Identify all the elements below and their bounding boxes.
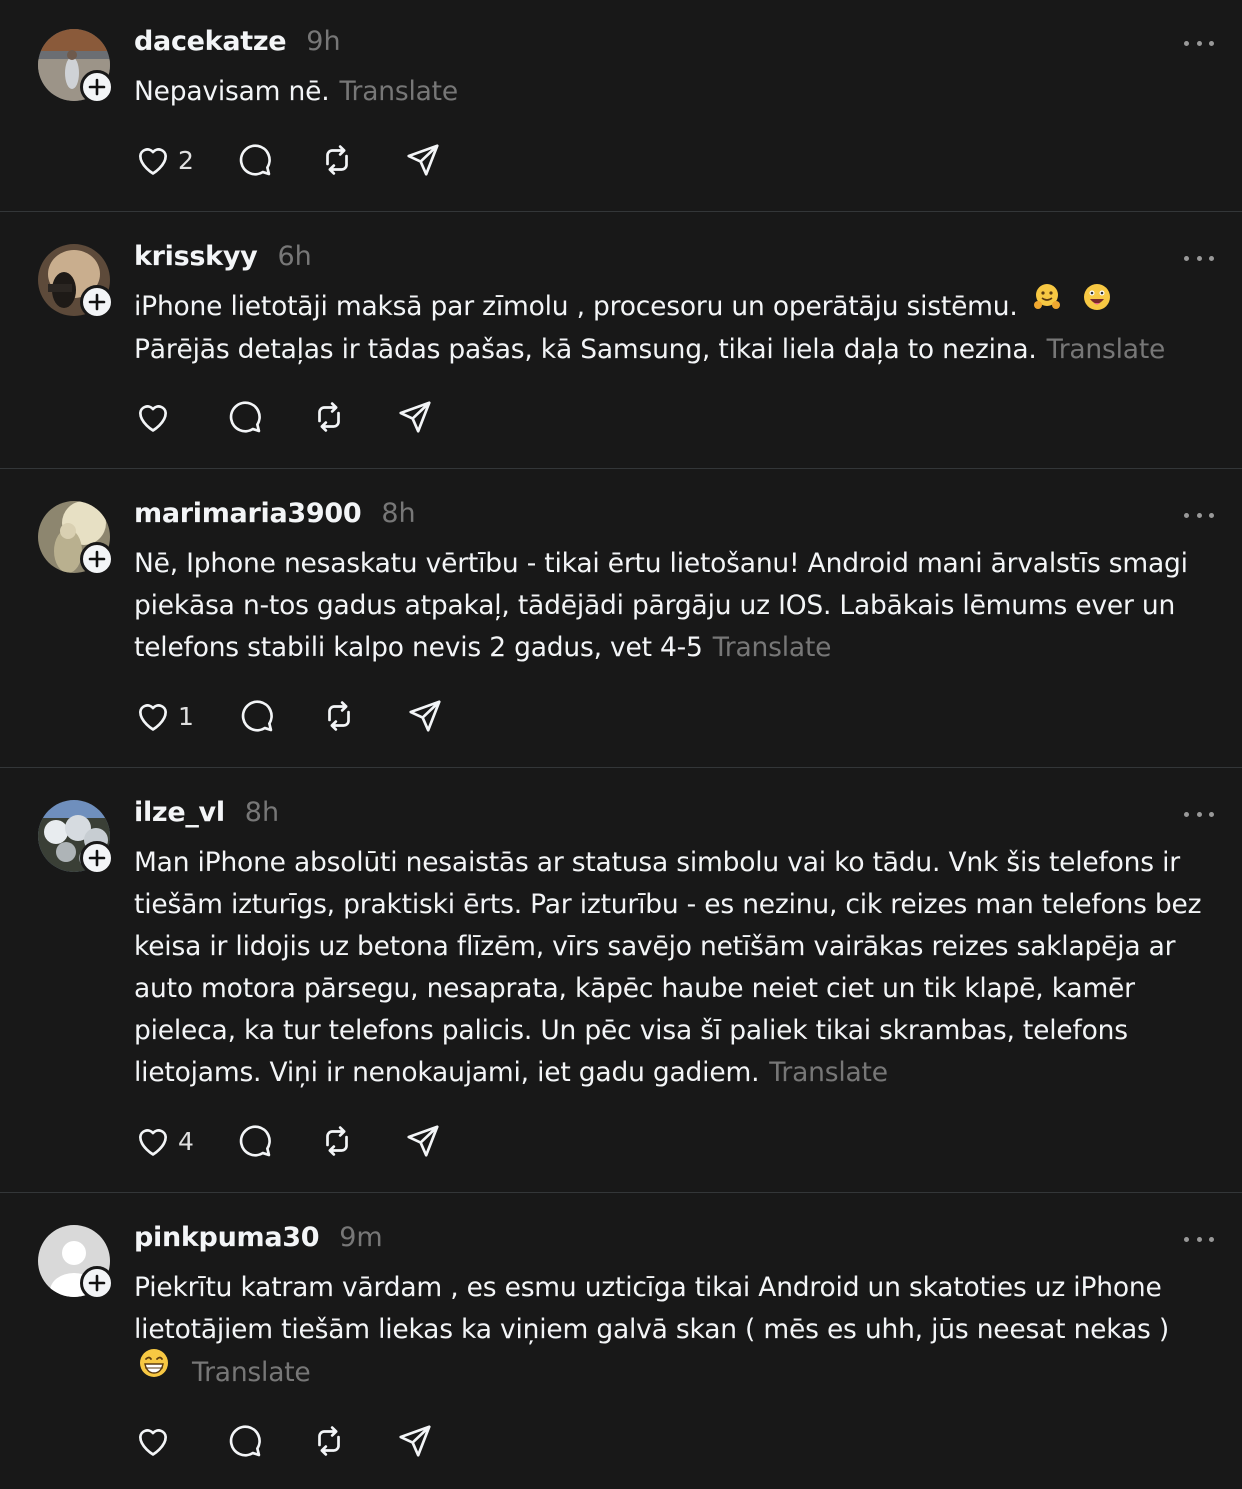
like-count: 2 bbox=[178, 145, 194, 175]
post-body: Man iPhone absolūti nesaistās ar statusa simbolu vai ko tādu. Vnk šis telefons ir tiešām izturīgs, praktiski ērts. Par izturību - es nezinu, cik reizes man telefons bez keisa ir lidojis uz betona flīzēm, vīrs savējo netīšām vairākas reizes saklapēja ar auto motora pārsegu, nesaprata, kāpēc haube neiet ciet un tik klapē, kamēr pieleca, ka tur telefons palicis. Un pēc visa šī paliek tikai skrambas, telefons lietojams. Viņi ir nenokaujami, iet gadu gadiem. bbox=[134, 847, 1202, 1088]
beaming-face-emoji bbox=[138, 1347, 170, 1392]
post-body: Nepavisam nē. bbox=[134, 76, 330, 107]
follow-plus-icon bbox=[88, 293, 106, 311]
like-count: 4 bbox=[178, 1126, 194, 1156]
follow-button[interactable] bbox=[80, 1266, 114, 1300]
repost-button[interactable] bbox=[318, 1122, 356, 1160]
repost-button[interactable] bbox=[320, 697, 358, 735]
comment-icon bbox=[236, 1122, 274, 1160]
comment-button[interactable] bbox=[226, 398, 264, 436]
translate-link[interactable]: Translate bbox=[712, 632, 832, 663]
follow-button[interactable] bbox=[80, 70, 114, 104]
share-button[interactable] bbox=[396, 398, 434, 436]
more-icon[interactable] bbox=[1184, 511, 1214, 519]
heart-icon bbox=[134, 697, 172, 735]
comment-icon bbox=[226, 1422, 264, 1460]
follow-plus-icon bbox=[88, 78, 106, 96]
comment-button[interactable] bbox=[226, 1422, 264, 1460]
username[interactable]: ilze_vl bbox=[134, 797, 225, 828]
repost-icon bbox=[310, 398, 348, 436]
timestamp[interactable]: 9m bbox=[339, 1222, 383, 1253]
translate-link[interactable]: Translate bbox=[1046, 334, 1166, 365]
share-icon bbox=[396, 1422, 434, 1460]
username[interactable]: pinkpuma30 bbox=[134, 1222, 320, 1253]
heart-icon bbox=[134, 141, 172, 179]
repost-button[interactable] bbox=[310, 1422, 348, 1460]
post-body: Nē, Iphone nesaskatu vērtību - tikai ērtu lietošanu! Android mani ārvalstīs smagi piekāsa n-tos gadus atpakaļ, tādējādi pārgāju uz IOS. Labākais lēmums ever un telefons stabili kalpo nevis 2 gadus, vet 4-5 bbox=[134, 548, 1188, 663]
repost-icon bbox=[318, 141, 356, 179]
follow-button[interactable] bbox=[80, 542, 114, 576]
translate-link[interactable]: Translate bbox=[769, 1057, 888, 1088]
share-button[interactable] bbox=[406, 697, 444, 735]
follow-button[interactable] bbox=[80, 841, 114, 875]
comment-button[interactable] bbox=[238, 697, 276, 735]
comment-button[interactable] bbox=[236, 1122, 274, 1160]
share-icon bbox=[404, 1122, 442, 1160]
repost-icon bbox=[310, 1422, 348, 1460]
like-button[interactable] bbox=[134, 1122, 194, 1160]
like-button[interactable] bbox=[134, 1422, 178, 1460]
heart-icon bbox=[134, 1122, 172, 1160]
repost-icon bbox=[320, 697, 358, 735]
share-icon bbox=[406, 697, 444, 735]
like-button[interactable] bbox=[134, 697, 194, 735]
post-body: iPhone lietotāji maksā par zīmolu , procesoru un operātāju sistēmu. bbox=[134, 291, 1018, 322]
username[interactable]: dacekatze bbox=[134, 26, 287, 57]
more-icon[interactable] bbox=[1184, 810, 1214, 818]
divider bbox=[0, 767, 1242, 768]
username[interactable]: krisskyy bbox=[134, 241, 258, 272]
post-text bbox=[134, 543, 1219, 669]
follow-plus-icon bbox=[88, 849, 106, 867]
translate-link[interactable]: Translate bbox=[339, 76, 458, 107]
like-button[interactable] bbox=[134, 398, 178, 436]
post-text bbox=[134, 842, 1219, 1094]
post-body-continued: Pārējās detaļas ir tādas pašas, kā Samsung, tikai liela daļa to nezina. bbox=[134, 334, 1037, 365]
more-icon[interactable] bbox=[1184, 254, 1214, 262]
timestamp[interactable]: 8h bbox=[381, 498, 416, 529]
comment-button[interactable] bbox=[236, 141, 274, 179]
divider bbox=[0, 211, 1242, 212]
timestamp[interactable]: 8h bbox=[244, 797, 280, 828]
share-button[interactable] bbox=[396, 1422, 434, 1460]
share-icon bbox=[404, 141, 442, 179]
divider bbox=[0, 1192, 1242, 1193]
hugging-face-emoji bbox=[1032, 282, 1062, 325]
follow-plus-icon bbox=[88, 550, 106, 568]
heart-icon bbox=[134, 1422, 172, 1460]
heart-icon bbox=[134, 398, 172, 436]
like-count: 1 bbox=[178, 701, 194, 731]
repost-button[interactable] bbox=[318, 141, 356, 179]
more-icon[interactable] bbox=[1184, 39, 1214, 47]
timestamp[interactable]: 9h bbox=[306, 26, 341, 57]
comment-icon bbox=[236, 141, 274, 179]
post-text bbox=[134, 71, 1219, 113]
post-text bbox=[134, 286, 1219, 371]
repost-icon bbox=[318, 1122, 356, 1160]
follow-plus-icon bbox=[88, 1274, 106, 1292]
translate-link[interactable]: Translate bbox=[192, 1357, 311, 1388]
post-body: Piekrītu katram vārdam , es esmu uzticīga tikai Android un skatoties uz iPhone lietotājiem tiešām liekas ka viņiem galvā skan ( mēs es uhh, jūs neesat nekas ) bbox=[134, 1272, 1169, 1345]
repost-button[interactable] bbox=[310, 398, 348, 436]
timestamp[interactable]: 6h bbox=[277, 241, 312, 272]
grinning-face-emoji bbox=[1082, 282, 1112, 325]
follow-button[interactable] bbox=[80, 285, 114, 319]
post-text bbox=[134, 1267, 1219, 1396]
share-button[interactable] bbox=[404, 1122, 442, 1160]
comment-icon bbox=[238, 697, 276, 735]
comment-icon bbox=[226, 398, 264, 436]
share-button[interactable] bbox=[404, 141, 442, 179]
more-icon[interactable] bbox=[1184, 1235, 1214, 1243]
share-icon bbox=[396, 398, 434, 436]
username[interactable]: marimaria3900 bbox=[134, 498, 362, 529]
divider bbox=[0, 468, 1242, 469]
like-button[interactable] bbox=[134, 141, 194, 179]
